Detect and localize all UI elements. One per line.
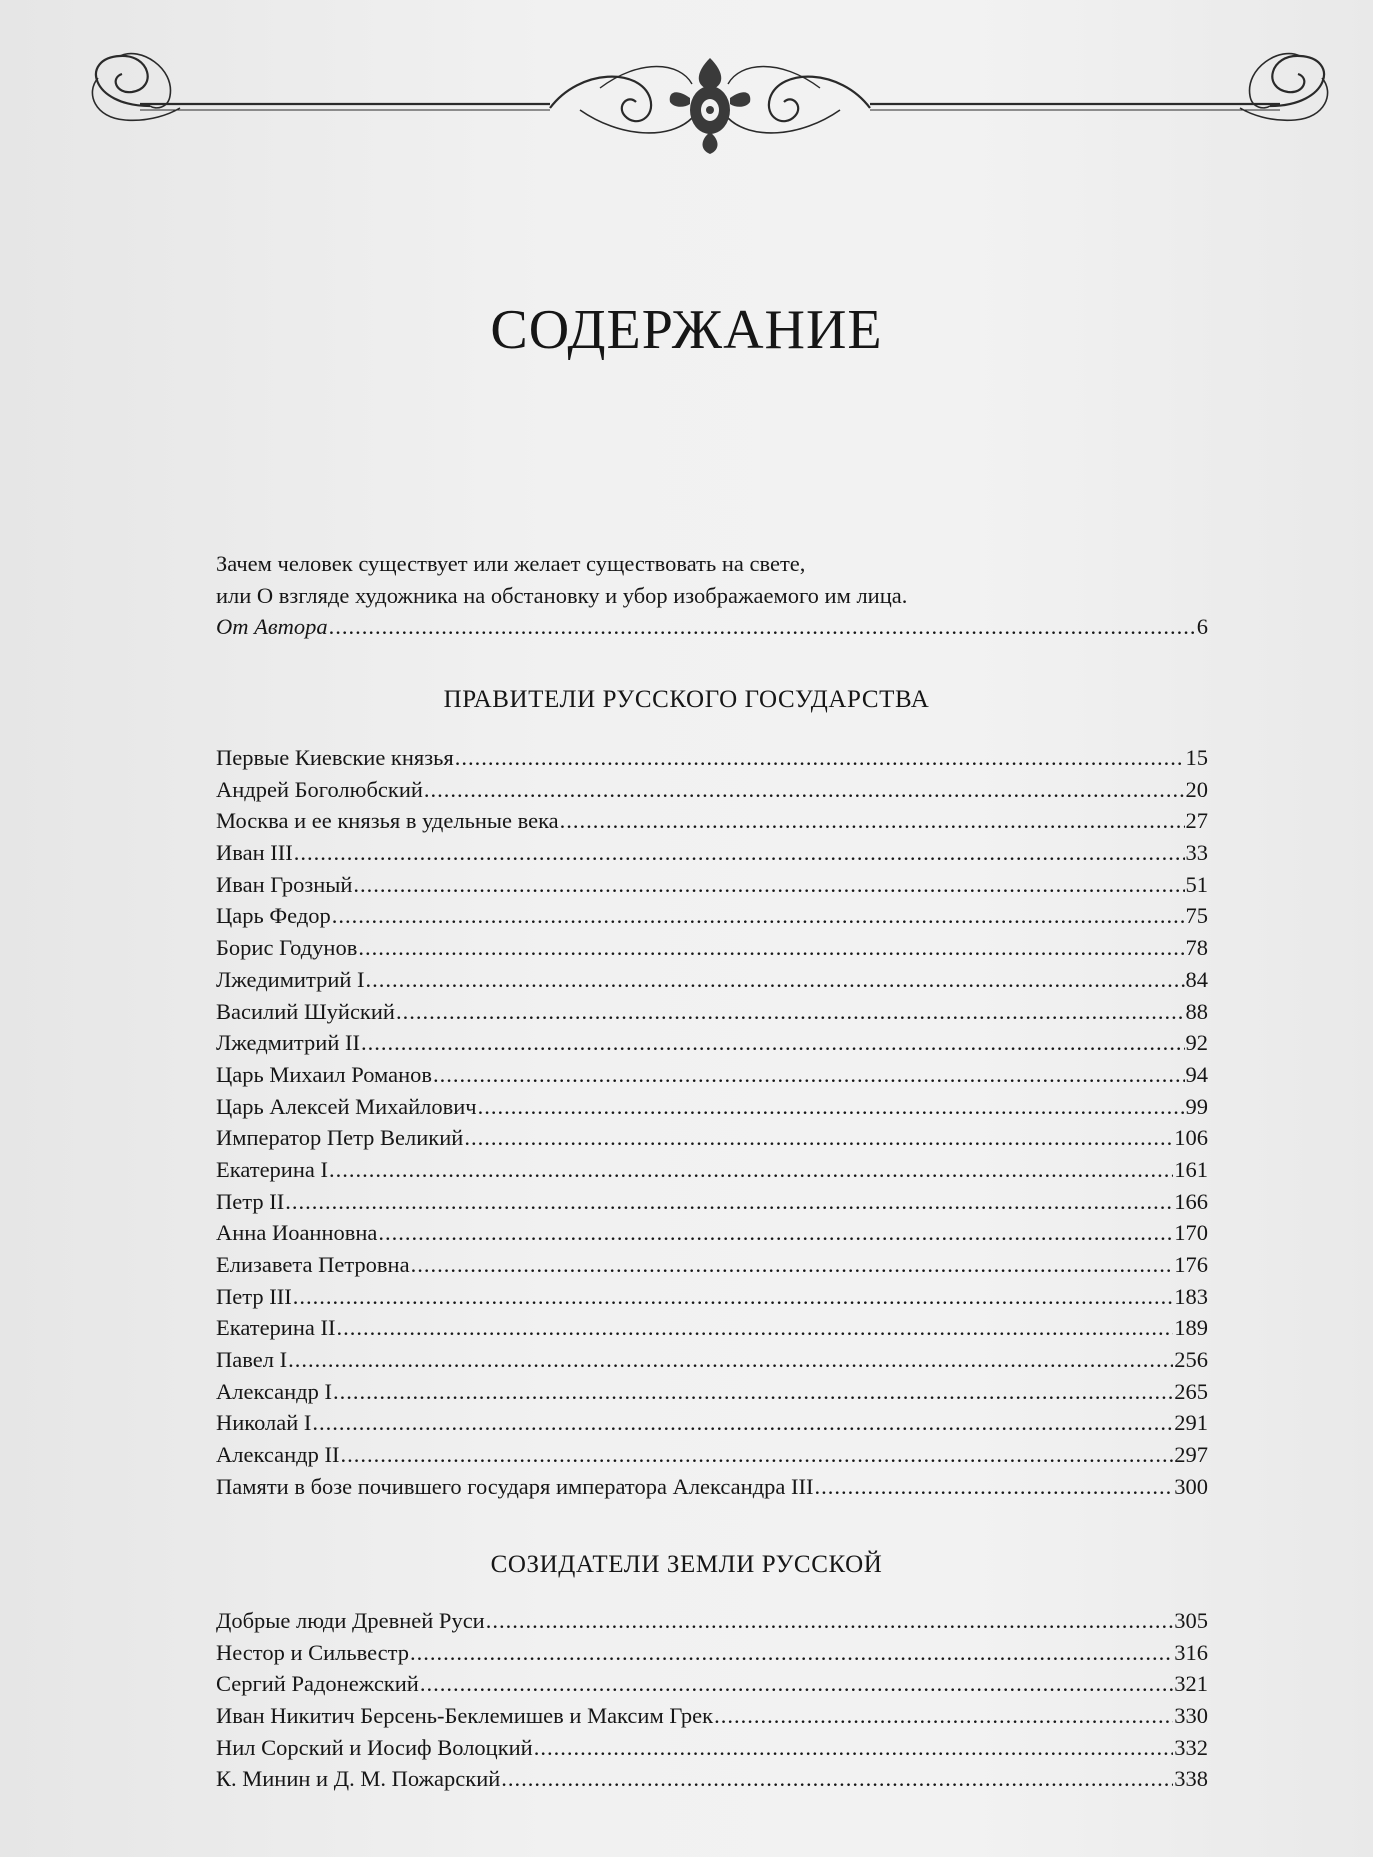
leader-dots [410,1637,1173,1669]
toc-entry[interactable] [216,1312,1208,1344]
leader-dots [358,932,1184,964]
toc-entry[interactable] [216,869,1208,901]
leader-dots [560,805,1185,837]
leader-dots [329,1154,1173,1186]
leader-dots [353,869,1184,901]
leader-dots [294,837,1185,869]
entry-page: 94 [1185,1061,1208,1087]
entry-title: Анна Иоанновна [216,1220,378,1246]
entry-page: 27 [1185,808,1208,834]
leader-dots [424,774,1185,806]
leader-dots [378,1217,1173,1249]
entry-page: 33 [1185,840,1208,866]
leader-dots [501,1763,1173,1795]
entry-title: Нестор и Сильвестр [216,1639,410,1665]
intro-line-2: или О взгляде художника на обстановку и убор изображаемого им лица. [216,582,908,608]
entry-title: Екатерина II [216,1315,336,1341]
leader-dots [478,1091,1185,1123]
toc-entry[interactable] [216,1186,1208,1218]
toc-entry[interactable] [216,964,1208,996]
leader-dots [340,1439,1173,1471]
entry-page: 316 [1174,1639,1208,1665]
entry-page: 297 [1174,1442,1208,1468]
leader-dots [361,1027,1185,1059]
entry-page: 330 [1174,1703,1208,1729]
entry-title: Нил Сорский и Иосиф Волоцкий [216,1734,533,1760]
toc-entry[interactable] [216,805,1208,837]
toc-entry[interactable] [216,996,1208,1028]
entry-title: Иван Никитич Берсень-Беклемишев и Максим Грек [216,1703,714,1729]
entry-page: 300 [1174,1473,1208,1499]
entry-title: Царь Алексей Михайлович [216,1093,477,1119]
entry-title: Николай I [216,1410,312,1436]
toc-list-rulers [216,742,1208,1503]
toc-entry[interactable] [216,1344,1208,1376]
entry-title: Александр I [216,1378,332,1404]
entry-page: 106 [1174,1125,1208,1151]
toc-entry[interactable] [216,1249,1208,1281]
entry-title: Памяти в бозе почившего государя императора Александра III [216,1473,814,1499]
entry-title: Василий Шуйский [216,998,395,1024]
entry-title: Павел I [216,1347,288,1373]
entry-page: 176 [1174,1252,1208,1277]
entry-page: 88 [1185,998,1208,1024]
entry-page: 321 [1174,1671,1208,1697]
entry-title: Царь Михаил Романов [216,1061,433,1087]
leader-dots [486,1605,1174,1637]
entry-page: 265 [1174,1378,1208,1404]
toc-entry[interactable] [216,1668,1208,1700]
leader-dots [396,996,1185,1028]
leader-dots [420,1668,1173,1700]
toc-entry[interactable] [216,1376,1208,1408]
entry-title: От Автора [216,614,328,639]
entry-title: Лжедмитрий II [216,1030,360,1056]
toc-entry[interactable] [216,837,1208,869]
entry-page: 161 [1174,1156,1208,1182]
toc-entry[interactable] [216,1059,1208,1091]
entry-title: Андрей Боголюбский [216,776,423,802]
leader-dots [534,1732,1174,1764]
entry-title: Первые Киевские князья [216,745,454,770]
entry-page: 84 [1185,966,1208,992]
toc-entry[interactable] [216,1407,1208,1439]
leader-dots [285,1186,1173,1218]
toc-entry[interactable] [216,1637,1208,1669]
leader-dots [366,964,1185,996]
leader-dots [329,611,1196,643]
entry-page: 6 [1196,614,1208,639]
section-heading-creators: СОЗИДАТЕЛИ ЗЕМЛИ РУССКОЙ [490,1551,883,1578]
entry-page: 332 [1174,1734,1208,1760]
entry-title: Добрые люди Древней Руси [216,1608,485,1633]
leader-dots [337,1312,1174,1344]
toc-entry[interactable] [216,1091,1208,1123]
entry-title: Александр II [216,1442,340,1468]
entry-page: 99 [1185,1093,1208,1119]
leader-dots [815,1471,1174,1503]
entry-title: Сергий Радонежский [216,1671,419,1697]
entry-page: 51 [1185,871,1208,897]
toc-entry[interactable] [216,1122,1208,1154]
entry-page: 20 [1185,776,1208,802]
toc-entry[interactable] [216,900,1208,932]
toc-entry[interactable] [216,1027,1208,1059]
entry-page: 92 [1185,1030,1208,1056]
entry-page: 78 [1185,935,1208,961]
section-heading-rulers: ПРАВИТЕЛИ РУССКОГО ГОСУДАРСТВА [443,686,930,713]
entry-page: 15 [1185,745,1208,770]
decorative-ornament-header [80,48,1340,158]
entry-title: Иван Грозный [216,871,353,897]
entry-title: Екатерина I [216,1156,328,1182]
entry-page: 305 [1174,1608,1208,1633]
entry-title: Петр III [216,1283,292,1309]
toc-entry[interactable] [216,1217,1208,1249]
toc-entry[interactable] [216,1605,1208,1637]
toc-entry[interactable] [216,1281,1208,1313]
entry-title: Император Петр Великий [216,1125,464,1151]
entry-title: Москва и ее князья в удельные века [216,808,559,834]
toc-entry-from-author[interactable] [216,611,1208,643]
toc-entry[interactable] [216,1732,1208,1764]
leader-dots [332,900,1185,932]
entry-title: Лжедимитрий I [216,966,365,992]
toc-entry[interactable] [216,1471,1208,1503]
toc-entry[interactable] [216,1763,1208,1795]
entry-page: 166 [1174,1188,1208,1214]
toc-list-creators [216,1605,1208,1795]
leader-dots [333,1376,1173,1408]
intro-line-1: Зачем человек существует или желает существовать на свете, [216,551,806,576]
entry-page: 183 [1174,1283,1208,1309]
entry-title: Елизавета Петровна [216,1252,410,1277]
page-title: СОДЕРЖАНИЕ [490,299,883,361]
toc-entry[interactable] [216,1154,1208,1186]
entry-title: Царь Федор [216,903,331,929]
toc-entry[interactable] [216,1700,1208,1732]
entry-page: 189 [1174,1315,1208,1341]
entry-page: 338 [1174,1766,1208,1792]
leader-dots [433,1059,1184,1091]
leader-dots [293,1281,1174,1313]
entry-page: 170 [1174,1220,1208,1246]
leader-dots [411,1249,1174,1281]
entry-title: К. Минин и Д. М. Пожарский [216,1766,501,1792]
entry-title: Петр II [216,1188,285,1214]
intro-block [216,548,1208,643]
toc-entry[interactable] [216,1439,1208,1471]
leader-dots [288,1344,1173,1376]
leader-dots [455,742,1185,774]
leader-dots [464,1122,1173,1154]
toc-entry[interactable] [216,932,1208,964]
entry-page: 256 [1174,1347,1208,1373]
entry-title: Борис Годунов [216,935,358,961]
entry-title: Иван III [216,840,293,866]
toc-entry[interactable] [216,774,1208,806]
toc-entry[interactable] [216,742,1208,774]
leader-dots [312,1407,1173,1439]
entry-page: 291 [1174,1410,1208,1436]
leader-dots [714,1700,1173,1732]
entry-page: 75 [1185,903,1208,929]
